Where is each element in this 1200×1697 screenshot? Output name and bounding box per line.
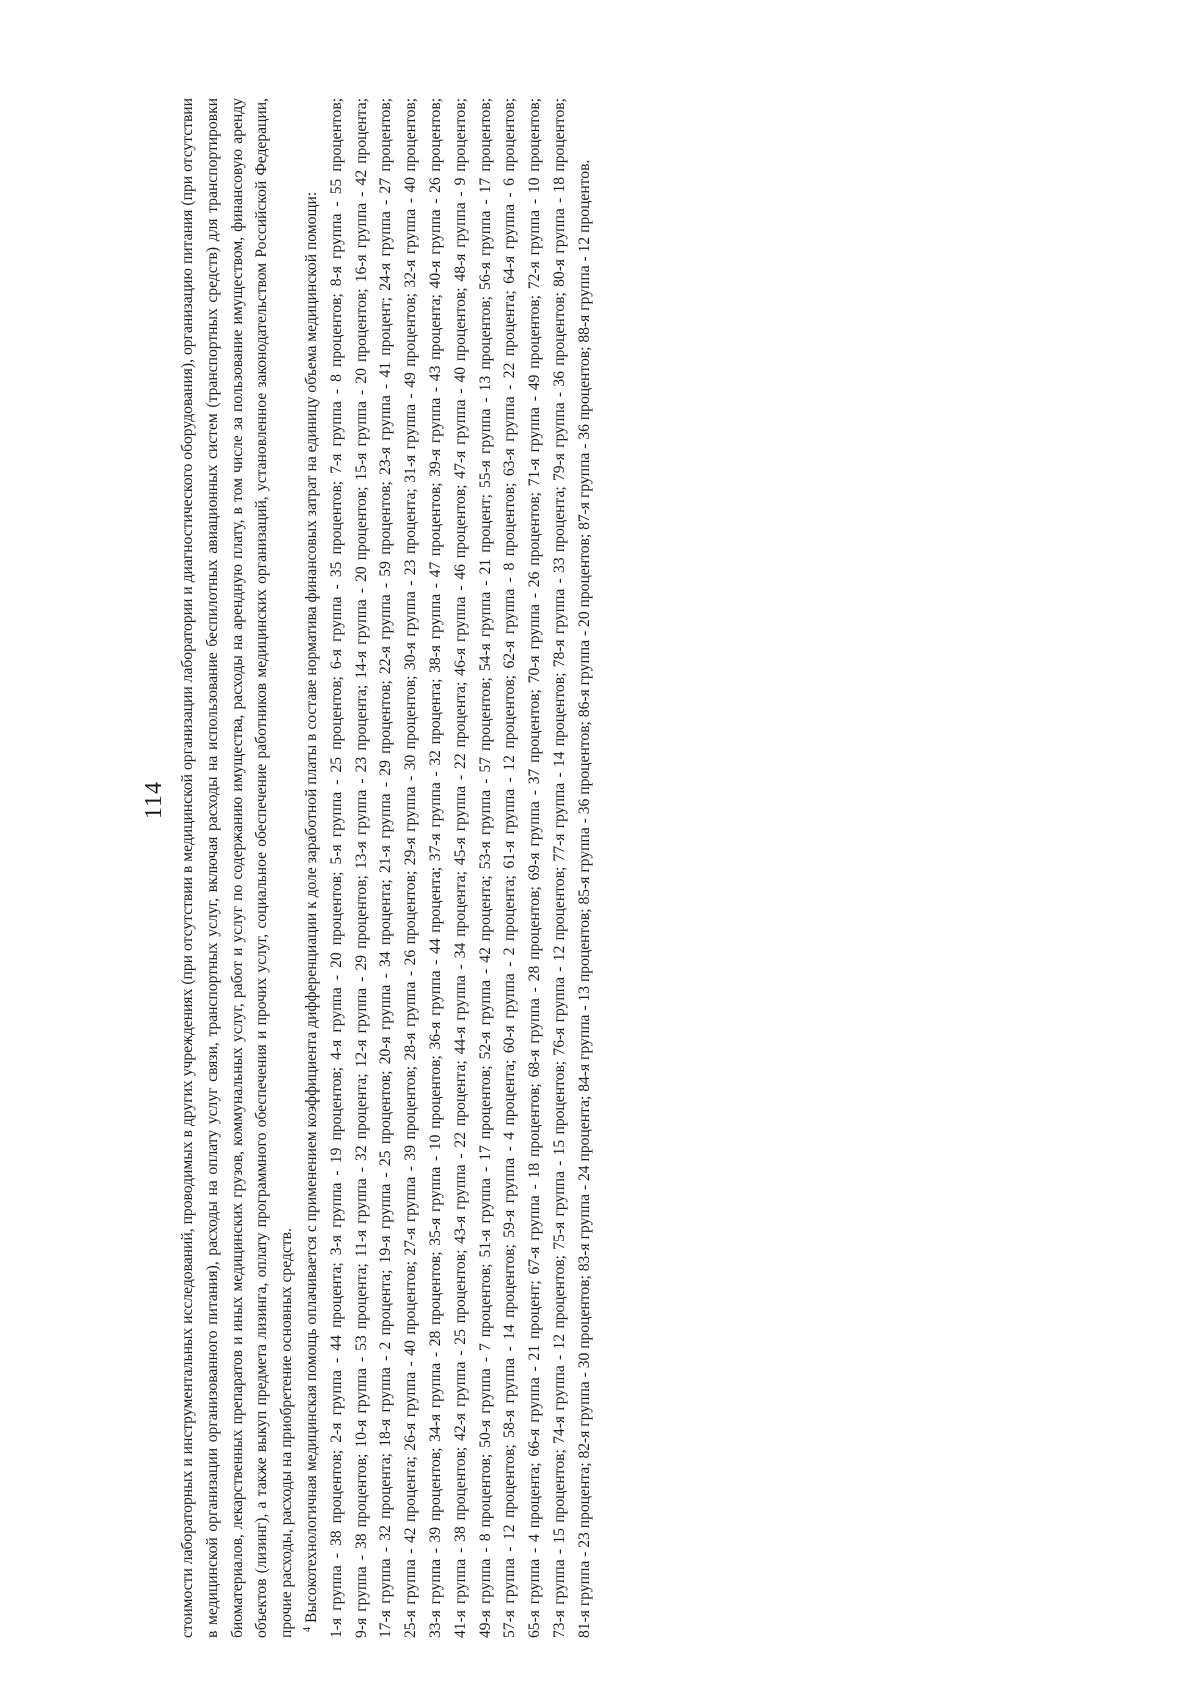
group-coefficient-item: 39-я группа - 43 процента xyxy=(426,298,444,477)
group-coefficient-item: 37-я группа - 32 процента xyxy=(426,682,444,862)
group-coefficient-item: 82-я группа - 30 процентов xyxy=(575,1279,593,1459)
group-coefficient-item: 84-я группа - 13 процентов xyxy=(575,912,593,1092)
group-coefficient-item: 57-я группа - 12 процентов xyxy=(501,1448,519,1638)
group-coefficient-item: 64-я группа - 6 процентов xyxy=(501,102,519,284)
group-coefficient-item: 72-я группа - 10 процентов xyxy=(526,102,544,290)
group-coefficient-item: 42-я группа - 25 процентов xyxy=(451,1253,469,1441)
group-coefficient-item: 10-я группа - 53 процента xyxy=(352,1267,370,1448)
group-coefficient-item: 25-я группа - 42 процента xyxy=(402,1460,420,1638)
group-coefficient-item: 17-я группа - 32 процента xyxy=(377,1457,395,1638)
group-coefficient-item: 55-я группа - 13 процентов xyxy=(476,300,494,489)
group-coefficient-item: 80-я группа - 18 процентов xyxy=(550,102,568,287)
group-coefficient-item: 5-я группа - 25 процентов xyxy=(327,680,345,865)
group-coefficient-item: 58-я группа - 14 процентов xyxy=(501,1248,519,1438)
footnote-intro-text: Высокотехнологичная медицинская помощь оплачивается с применением коэффициента дифференциации к доле заработной платы в составе норматива финансовых затрат на единицу объема медицинской помощи: xyxy=(302,191,320,1623)
group-coefficient-item: 66-я группа - 21 процент xyxy=(526,1284,544,1457)
group-coefficient-item: 32-я группа - 40 процентов xyxy=(402,102,420,288)
group-coefficient-item: 70-я группа - 26 процентов xyxy=(526,496,544,684)
group-coefficient-item: 24-я группа - 27 процентов xyxy=(377,102,395,291)
group-coefficient-item: 51-я группа - 17 процентов xyxy=(476,1069,494,1258)
group-coefficient-item: 69-я группа - 37 процентов xyxy=(526,693,544,881)
group-coefficient-item: 67-я группа - 18 процентов xyxy=(526,1087,544,1275)
group-coefficient-item: 26-я группа - 40 процентов xyxy=(402,1265,420,1451)
group-coefficient-item: 52-я группа - 42 процента xyxy=(476,879,494,1060)
group-coefficient-item: 73-я группа - 15 процентов xyxy=(550,1453,568,1638)
group-coefficient-item: 34-я группа - 28 процентов xyxy=(426,1255,444,1442)
group-coefficient-item: 48-я группа - 9 процентов xyxy=(451,102,469,282)
footnote-marker: 4 xyxy=(301,1627,313,1632)
group-coefficient-item: 13-я группа - 23 процента xyxy=(352,689,370,870)
group-coefficient-item: 19-я группа - 25 процентов xyxy=(377,1074,395,1264)
group-coefficient-item: 38-я группа - 47 процентов xyxy=(426,486,444,673)
group-coefficient-item: 6-я группа - 35 процентов xyxy=(327,485,345,670)
group-coefficient-item: 54-я группа - 21 процент xyxy=(476,498,494,672)
group-coefficient-item: 74-я группа - 12 процентов xyxy=(550,1259,568,1444)
group-coefficient-item: 71-я группа - 49 процентов xyxy=(526,299,544,487)
group-coefficient-item: 59-я группа - 4 процента xyxy=(501,1063,519,1238)
group-coefficient-item: 61-я группа - 12 процентов xyxy=(501,679,519,869)
group-coefficient-item: 16-я группа - 42 процента xyxy=(352,102,370,283)
group-coefficient-item: 18-я группа - 2 процента xyxy=(377,1273,395,1447)
group-coefficient-item: 68-я группа - 28 процентов xyxy=(526,890,544,1078)
group-coefficient-item: 3-я группа - 19 процентов xyxy=(327,1071,345,1256)
group-coefficient-item: 1-я группа - 38 процентов xyxy=(327,1454,345,1638)
group-coefficient-item: 79-я группа - 36 процентов xyxy=(550,296,568,481)
group-coefficient-item: 2-я группа - 44 процента xyxy=(327,1266,345,1443)
group-coefficient-item: 87-я группа - 36 процентов xyxy=(575,350,593,530)
group-coefficient-item: 43-я группа - 22 процента xyxy=(451,1064,469,1244)
group-coefficient-item: 86-я группа - 20 процентов xyxy=(575,538,593,718)
group-coefficient-item: 76-я группа - 12 процентов xyxy=(550,871,568,1056)
group-coefficient-item: 40-я группа - 26 процентов xyxy=(426,102,444,289)
group-coefficient-item: 8-я группа - 55 процентов xyxy=(327,102,345,287)
group-coefficient-item: 33-я группа - 39 процентов xyxy=(426,1451,444,1638)
group-coefficient-item: 28-я группа - 26 процентов xyxy=(402,875,420,1061)
group-coefficient-item: 23-я группа - 41 процент xyxy=(377,301,395,475)
group-coefficient-item: 47-я группа - 40 процентов xyxy=(451,291,469,479)
group-coefficient-item: 46-я группа - 46 процентов xyxy=(451,488,469,676)
page-number: 114 xyxy=(141,780,167,820)
group-coefficient-item: 15-я группа - 20 процентов xyxy=(352,292,370,481)
group-coefficient-item: 14-я группа - 20 процентов xyxy=(352,490,370,679)
group-coefficient-item: 63-я группа - 22 процента xyxy=(501,294,519,477)
group-coefficient-item: 83-я группа - 24 процента xyxy=(575,1100,593,1272)
group-coefficient-item: 27-я группа - 39 процентов xyxy=(402,1070,420,1256)
group-coefficient-item: 50-я группа - 7 процентов xyxy=(476,1267,494,1448)
group-coefficient-item: 12-я группа - 29 процентов xyxy=(352,879,370,1068)
group-coefficient-item: 56-я группа - 17 процентов xyxy=(476,102,494,290)
group-coefficient-item: 21-я группа - 29 процентов xyxy=(377,684,395,874)
group-coefficient-item: 31-я группа - 49 процентов xyxy=(402,297,420,483)
group-coefficient-item: 88-я группа - 12 процентов xyxy=(575,163,593,343)
group-coefficient-item: 45-я группа - 22 процента xyxy=(451,686,469,866)
group-coefficient-item: 9-я группа - 38 процентов xyxy=(352,1457,370,1638)
group-coefficient-item: 53-я группа - 57 процентов xyxy=(476,681,494,870)
group-coefficient-item: 44-я группа - 34 процента xyxy=(451,875,469,1055)
group-coefficient-item: 60-я группа - 2 процента xyxy=(501,879,519,1054)
group-coefficient-item: 81-я группа - 23 процента xyxy=(575,1466,593,1638)
group-coefficient-item: 7-я группа - 8 процентов xyxy=(327,297,345,474)
footnote-intro-paragraph xyxy=(300,98,325,1638)
group-coefficient-item: 75-я группа - 15 процентов xyxy=(550,1065,568,1250)
group-coefficient-item: 29-я группа - 30 процентов xyxy=(402,679,420,866)
group-coefficient-item: 35-я группа - 10 процентов xyxy=(426,1059,444,1246)
group-coefficient-item: 20-я группа - 34 процента xyxy=(377,883,395,1065)
group-coefficient-item: 30-я группа - 23 процента xyxy=(402,492,420,671)
group-coefficient-item: 62-я группа - 8 процентов xyxy=(501,486,519,669)
group-coefficient-item: 11-я группа - 32 процента xyxy=(352,1077,370,1258)
group-coefficient-item: 4-я группа - 20 процентов xyxy=(327,875,345,1060)
group-coefficient-item: 65-я группа - 4 процента xyxy=(526,1466,544,1638)
document-text xyxy=(176,98,598,1638)
group-coefficient-item: 36-я группа - 44 процента xyxy=(426,871,444,1050)
group-coefficient-item: 85-я группа - 36 процентов xyxy=(575,725,593,905)
group-coefficient-item: 41-я группа - 38 процентов xyxy=(451,1451,469,1638)
continuation-paragraph: стоимости лабораторных и инструментальных исследований, проводимых в других учреждениях (при отсутствии в медицинской организации лаборатории и диагностического оборудования), организацию питания (при отсутствии в медицинской организации организованного питания), расходы на оплату услуг связи, транспортных услуг, включая расходы на использование беспилотных авиационных систем (транспортных средств) для транспортировки биоматериалов, лекарственных препаратов и иных медицинских грузов, коммунальных услуг, работ и услуг по содержанию имущества, расходы на арендную плату, в том числе за пользование имуществом, финансовую аренду объектов (лизинг), а также выкуп предмета лизинга, оплату программного обеспечения и прочих услуг, социальное обеспечение работников медицинских организаций, установленное законодательством Российской Федерации, прочие расходы, расходы на приобретение основных средств. xyxy=(179,98,296,1638)
group-coefficient-item: 77-я группа - 14 процентов xyxy=(550,676,568,862)
group-coefficient-item: 78-я группа - 33 процента xyxy=(550,490,568,668)
group-coefficient-item: 49-я группа - 8 процентов xyxy=(476,1458,494,1638)
group-coefficient-item: 22-я группа - 59 процентов xyxy=(377,485,395,674)
coefficient-group-list: 1-я группа - 38 процентов; 2-я группа - 44 процента; 3-я группа - 19 процентов; 4-я группа - 20 процентов; 5-я группа - 25 процентов; 6-я группа - 35 процентов; 7-я группа - 8 процентов; 8-я группа - 55 процентов; 9-я группа - 38 процентов; 10-я группа - 53 процента; 11-я группа - 32 процента; 12-я группа - 29 процентов; 13-я группа - 23 процента; 14-я группа - 20 процентов; 15-я группа - 20 процентов; 16-я группа - 42 процента; 17-я группа - 32 процента; 18-я группа - 2 процента; 19-я группа - 25 процентов; 20-я группа - 34 процента; 21-я группа - 29 процентов; 22-я группа - 59 процентов; 23-я группа - 41 процент; 24-я группа - 27 процентов; 25-я группа - 42 процента; 26-я группа - 40 процентов; 27-я группа - 39 процентов; 28-я группа - 26 процентов; 29-я группа - 30 процентов; 30-я группа - 23 процента; 31-я группа - 49 процентов; 32-я группа - 40 процентов; 33-я группа - 39 процентов; 34-я группа - 28 процентов; 35-я группа - 10 процентов; 36-я группа - 44 процента; 37-я группа - 32 процента; 38-я группа - 47 процентов; 39-я группа - 43 процента; 40-я группа - 26 процентов; 41-я группа - 38 процентов; 42-я группа - 25 процентов; 43-я группа - 22 процента; 44-я группа - 34 процента; 45-я группа - 22 процента; 46-я группа - 46 процентов; 47-я группа - 40 процентов; 48-я группа - 9 процентов; 49-я группа - 8 процентов; 50-я группа - 7 процентов; 51-я группа - 17 процентов; 52-я группа - 42 процента; 53-я группа - 57 процентов; 54-я группа - 21 процент; 55-я группа - 13 процентов; 56-я группа - 17 процентов; 57-я группа - 12 процентов; 58-я группа - 14 процентов; 59-я группа - 4 процента; 60-я группа - 2 процента; 61-я группа - 12 процентов; 62-я группа - 8 процентов; 63-я группа - 22 процента; 64-я группа - 6 процентов; 65-я группа - 4 процента; 66-я группа - 21 процент; 67-я группа - 18 процентов; 68-я группа - 28 процентов; 69-я группа - 37 процентов; 70-я группа - 26 процентов; 71-я группа - 49 процентов; 72-я группа - 10 процентов; 73-я группа - 15 процентов; 74-я группа - 12 процентов; 75-я группа - 15 процентов; 76-я группа - 12 процентов; 77-я группа - 14 процентов; 78-я группа - 33 процента; 79-я группа - 36 процентов; 80-я группа - 18 процентов; 81-я группа - 23 процента; 82-я группа - 30 процентов; 83-я группа - 24 процента; 84-я группа - 13 процентов; 85-я группа - 36 процентов; 86-я группа - 20 процентов; 87-я группа - 36 процентов; 88-я группа - 12 процентов. xyxy=(327,97,593,1638)
